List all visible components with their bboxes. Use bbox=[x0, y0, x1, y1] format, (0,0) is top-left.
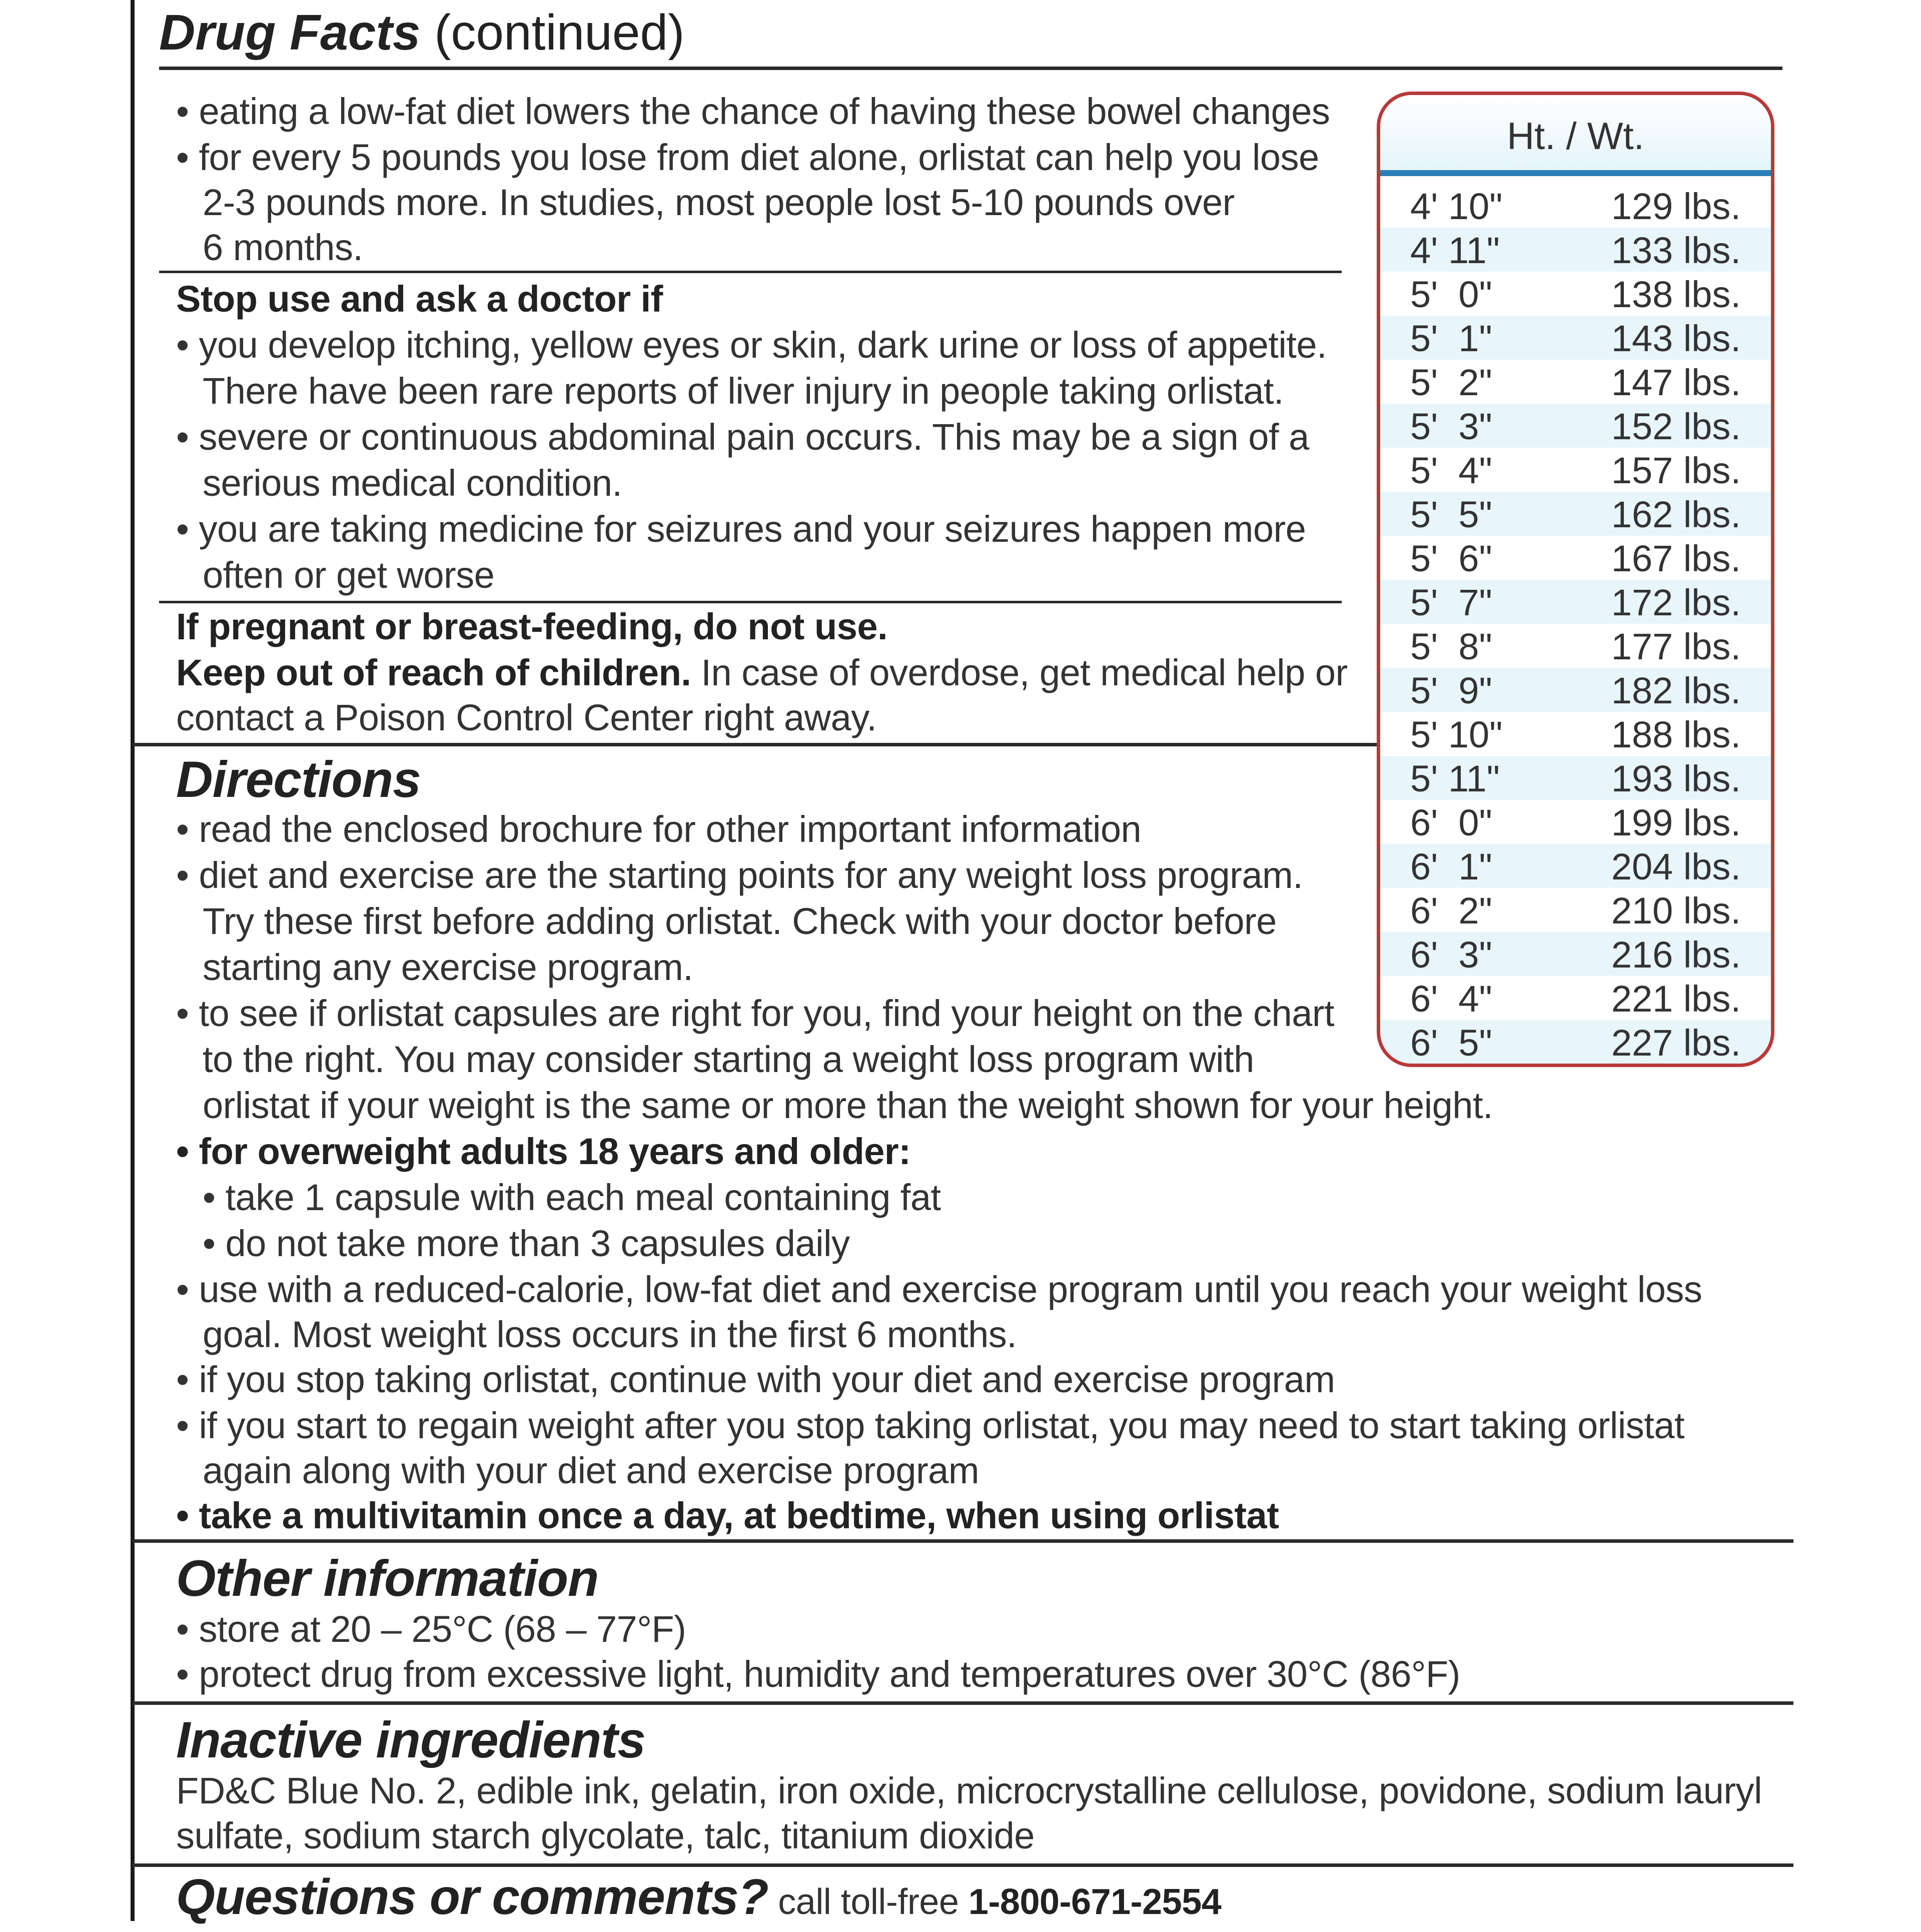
inactive-heading: Inactive ingredients bbox=[176, 1711, 645, 1768]
adults-line: • take 1 capsule with each meal containing fat bbox=[203, 1177, 941, 1218]
weight-cell: 182 lbs. bbox=[1611, 670, 1741, 711]
weight-cell: 129 lbs. bbox=[1611, 186, 1741, 227]
weight-cell: 157 lbs. bbox=[1611, 450, 1741, 491]
directions-line: goal. Most weight loss occurs in the first 6 months. bbox=[203, 1314, 1017, 1355]
title-main: Drug Facts bbox=[159, 5, 421, 61]
table-row bbox=[1380, 448, 1771, 492]
table-row bbox=[1380, 888, 1771, 932]
directions-heading: Directions bbox=[176, 751, 421, 808]
height-cell: 4' 10" bbox=[1410, 186, 1503, 227]
height-cell: 5' 2" bbox=[1410, 362, 1492, 403]
table-row bbox=[1380, 404, 1771, 448]
height-cell: 6' 1" bbox=[1410, 846, 1492, 887]
table-row bbox=[1380, 316, 1771, 360]
left-border bbox=[131, 0, 135, 1921]
directions-line: starting any exercise program. bbox=[203, 946, 693, 988]
stop-use-line: There have been rare reports of liver injury in people taking orlistat. bbox=[203, 370, 1284, 412]
stop-use-line: often or get worse bbox=[203, 554, 495, 596]
top-line-3: 2-3 pounds more. In studies, most people lost 5-10 pounds over bbox=[203, 182, 1235, 223]
table-row bbox=[1380, 580, 1771, 624]
weight-cell: 177 lbs. bbox=[1611, 626, 1741, 667]
height-cell: 6' 4" bbox=[1410, 978, 1492, 1020]
weight-cell: 204 lbs. bbox=[1611, 846, 1741, 887]
height-cell: 5' 6" bbox=[1410, 538, 1492, 579]
directions-line: • to see if orlistat capsules are right for you, find your height on the chart bbox=[176, 993, 1335, 1034]
height-cell: 6' 3" bbox=[1410, 934, 1492, 976]
weight-cell: 216 lbs. bbox=[1611, 934, 1741, 976]
table-row bbox=[1380, 624, 1771, 668]
weight-cell: 193 lbs. bbox=[1611, 758, 1741, 799]
pregnant-warning: If pregnant or breast-feeding, do not use. bbox=[176, 606, 888, 647]
weight-cell: 199 lbs. bbox=[1611, 802, 1741, 843]
weight-cell: 152 lbs. bbox=[1611, 406, 1741, 447]
table-row bbox=[1380, 360, 1771, 404]
height-cell: 5' 4" bbox=[1410, 450, 1492, 491]
height-cell: 5' 5" bbox=[1410, 494, 1492, 535]
height-cell: 6' 2" bbox=[1410, 890, 1492, 931]
section-rule-thick bbox=[133, 743, 1377, 746]
height-cell: 5' 11" bbox=[1410, 758, 1500, 799]
section-rule-thick bbox=[133, 1539, 1793, 1543]
chart-header bbox=[1380, 95, 1771, 176]
top-line-4: 6 months. bbox=[203, 227, 363, 268]
directions-line: • read the enclosed brochure for other important information bbox=[176, 808, 1142, 850]
table-row bbox=[1380, 184, 1771, 228]
table-row bbox=[1380, 492, 1771, 536]
weight-cell: 221 lbs. bbox=[1611, 978, 1741, 1020]
other-info-line: • store at 20 – 25°C (68 – 77°F) bbox=[176, 1608, 686, 1650]
keep-out-line2: contact a Poison Control Center right away. bbox=[176, 697, 877, 738]
directions-line: • diet and exercise are the starting points for any weight loss program. bbox=[176, 854, 1303, 896]
directions-line: again along with your diet and exercise program bbox=[203, 1450, 979, 1491]
top-line-2: • for every 5 pounds you lose from diet alone, orlistat can help you lose bbox=[176, 137, 1319, 178]
stop-use-line: • you develop itching, yellow eyes or skin, dark urine or loss of appetite. bbox=[176, 324, 1327, 366]
table-row bbox=[1380, 800, 1771, 844]
top-line-1: • eating a low-fat diet lowers the chance of having these bowel changes bbox=[176, 91, 1330, 132]
height-cell: 4' 11" bbox=[1410, 230, 1500, 271]
stop-use-heading: Stop use and ask a doctor if bbox=[176, 278, 663, 320]
stop-use-line: • you are taking medicine for seizures and your seizures happen more bbox=[176, 508, 1306, 550]
weight-cell: 147 lbs. bbox=[1611, 362, 1741, 403]
table-row bbox=[1380, 228, 1771, 272]
section-rule-thick bbox=[133, 1863, 1793, 1867]
section-rule-thick bbox=[133, 1701, 1793, 1705]
weight-cell: 138 lbs. bbox=[1611, 274, 1741, 315]
keep-out-rest: In case of overdose, get medical help or bbox=[691, 652, 1348, 693]
weight-cell: 172 lbs. bbox=[1611, 582, 1741, 623]
table-row bbox=[1380, 272, 1771, 316]
directions-line: • use with a reduced-calorie, low-fat diet and exercise program until you reach your weight loss bbox=[176, 1269, 1702, 1310]
questions-call-text: call toll-free bbox=[768, 1882, 969, 1922]
adults-line: • do not take more than 3 capsules daily bbox=[203, 1223, 850, 1264]
table-row bbox=[1380, 844, 1771, 888]
height-cell: 5' 8" bbox=[1410, 626, 1492, 667]
directions-line: • if you stop taking orlistat, continue with your diet and exercise program bbox=[176, 1359, 1335, 1400]
height-cell: 5' 10" bbox=[1410, 714, 1503, 755]
questions-heading: Questions or comments? bbox=[176, 1869, 768, 1925]
height-weight-chart bbox=[1377, 92, 1774, 1067]
table-row bbox=[1380, 536, 1771, 580]
questions-line bbox=[176, 1867, 1221, 1932]
table-row bbox=[1380, 668, 1771, 712]
weight-cell: 167 lbs. bbox=[1611, 538, 1741, 579]
directions-line: • if you start to regain weight after you stop taking orlistat, you may need to start taking orlistat bbox=[176, 1405, 1685, 1446]
title-suffix: (continued) bbox=[434, 5, 685, 61]
keep-out-bold: Keep out of reach of children. bbox=[176, 652, 691, 693]
other-info-heading: Other information bbox=[176, 1550, 599, 1607]
other-info-line: • protect drug from excessive light, humidity and temperatures over 30°C (86°F) bbox=[176, 1653, 1460, 1695]
section-rule bbox=[159, 601, 1342, 603]
title-rule bbox=[159, 67, 1782, 70]
table-row bbox=[1380, 756, 1771, 800]
height-cell: 5' 9" bbox=[1410, 670, 1492, 711]
height-cell: 5' 0" bbox=[1410, 274, 1492, 315]
stop-use-line: serious medical condition. bbox=[203, 462, 622, 504]
directions-line: orlistat if your weight is the same or more than the weight shown for your height. bbox=[203, 1085, 1493, 1126]
height-cell: 5' 3" bbox=[1410, 406, 1492, 447]
height-cell: 5' 7" bbox=[1410, 582, 1492, 623]
inactive-line: sulfate, sodium starch glycolate, talc, titanium dioxide bbox=[176, 1815, 1035, 1856]
table-row bbox=[1380, 712, 1771, 756]
table-row bbox=[1380, 932, 1771, 976]
weight-cell: 227 lbs. bbox=[1611, 1022, 1741, 1064]
stop-use-line: • severe or continuous abdominal pain occurs. This may be a sign of a bbox=[176, 416, 1309, 458]
adults-heading: • for overweight adults 18 years and older: bbox=[176, 1131, 911, 1172]
weight-cell: 133 lbs. bbox=[1611, 230, 1741, 271]
phone-number: 1-800-671-2554 bbox=[968, 1882, 1222, 1922]
section-rule bbox=[159, 271, 1342, 273]
weight-cell: 188 lbs. bbox=[1611, 714, 1741, 755]
inactive-line: FD&C Blue No. 2, edible ink, gelatin, iron oxide, microcrystalline cellulose, povidone, sodium lauryl bbox=[176, 1770, 1762, 1811]
directions-line: to the right. You may consider starting a weight loss program with bbox=[203, 1039, 1254, 1080]
keep-out-warning bbox=[176, 650, 1348, 695]
directions-line: Try these first before adding orlistat. Check with your doctor before bbox=[203, 900, 1277, 942]
weight-cell: 162 lbs. bbox=[1611, 494, 1741, 535]
height-cell: 5' 1" bbox=[1410, 318, 1492, 359]
weight-cell: 210 lbs. bbox=[1611, 890, 1741, 931]
table-row bbox=[1380, 976, 1771, 1020]
page-title bbox=[159, 3, 684, 63]
chart-header-label: Ht. / Wt. bbox=[1507, 115, 1644, 158]
height-cell: 6' 0" bbox=[1410, 802, 1492, 843]
weight-cell: 143 lbs. bbox=[1611, 318, 1741, 359]
table-row bbox=[1380, 1020, 1771, 1064]
multivitamin-line: • take a multivitamin once a day, at bedtime, when using orlistat bbox=[176, 1495, 1279, 1536]
height-cell: 6' 5" bbox=[1410, 1022, 1492, 1064]
chart-rows bbox=[1380, 184, 1771, 1064]
